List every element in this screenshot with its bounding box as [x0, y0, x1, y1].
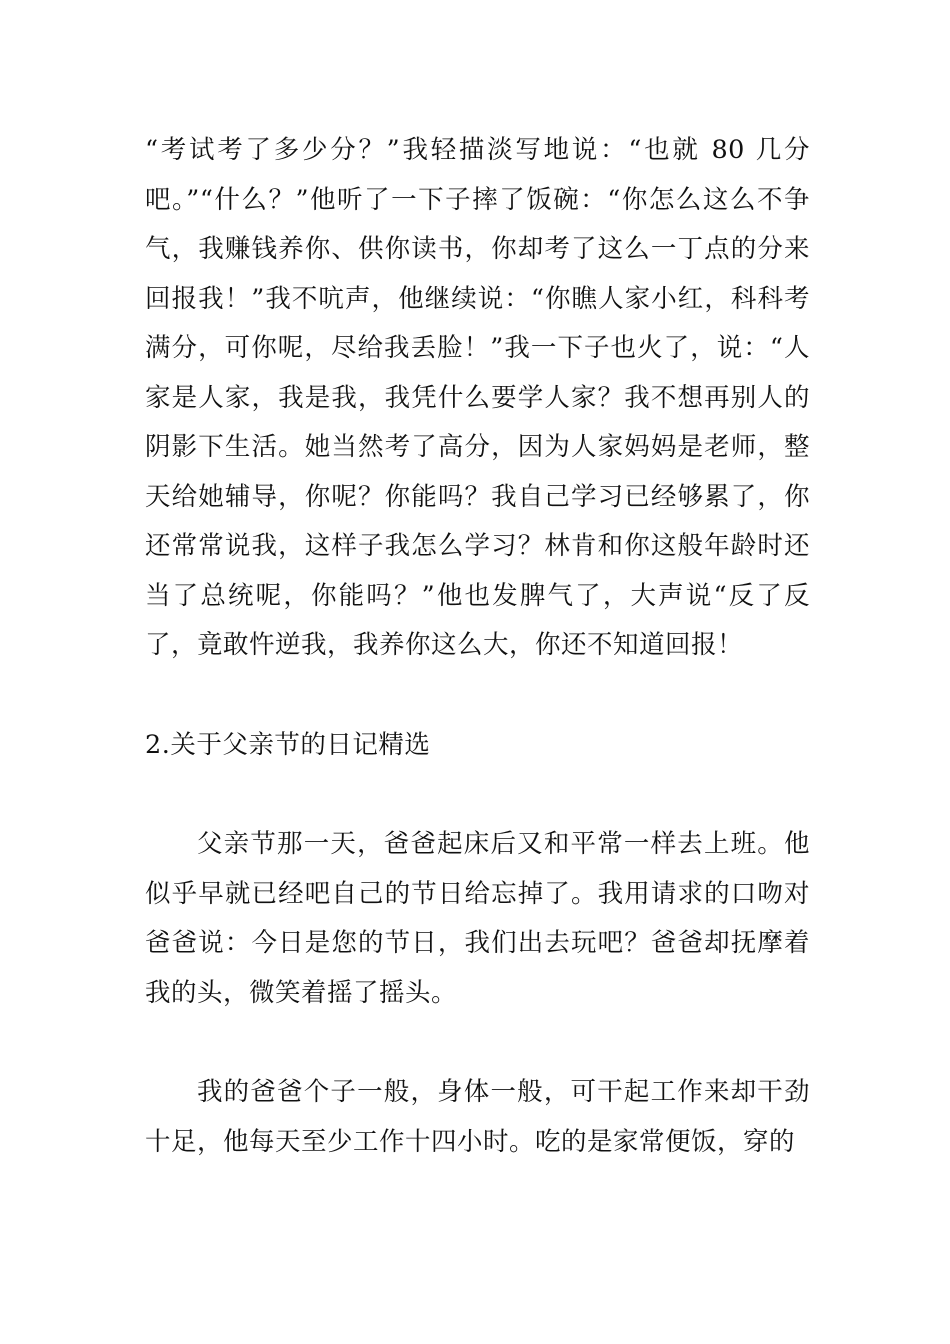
document-page: [145, 126, 810, 1167]
body-paragraph: 我的爸爸个子一般，身体一般，可干起工作来却干劲十足，他每天至少工作十四小时。吃的是家常便饭，穿的: [145, 1077, 810, 1157]
body-paragraph: “考试考了多少分？”我轻描淡写地说：“也就 80 几分吧。”“什么？”他听了一下子摔了饭碗：“你怎么这么不争气，我赚钱养你、供你读书，你却考了这么一丁点的分来回报我！”我不吭声，他继续说：“你瞧人家小红，科科考满分，可你呢，尽给我丢脸！”我一下子也火了，说：“人家是人家，我是我，我凭什么要学人家？我不想再别人的阴影下生活。她当然考了高分，因为人家妈妈是老师，整天给她辅导，你呢？你能吗？我自己学习已经够累了，你还常常说我，这样子我怎么学习？林肯和你这般年龄时还当了总统呢，你能吗？”他也发脾气了，大声说“反了反了，竟敢忤逆我，我养你这么大，你还不知道回报！: [145, 135, 810, 660]
paragraph-spacer: [145, 1018, 810, 1068]
body-paragraph: 父亲节那一天，爸爸起床后又和平常一样去上班。他似乎早就已经吧自己的节日给忘掉了。我用请求的口吻对爸爸说：今日是您的节日，我们出去玩吧？爸爸却抚摩着我的头，微笑着摇了摇头。: [145, 829, 810, 1008]
paragraph-spacer: [145, 671, 810, 721]
section-heading: 2.关于父亲节的日记精选: [145, 729, 431, 760]
paragraph-spacer: [145, 770, 810, 820]
